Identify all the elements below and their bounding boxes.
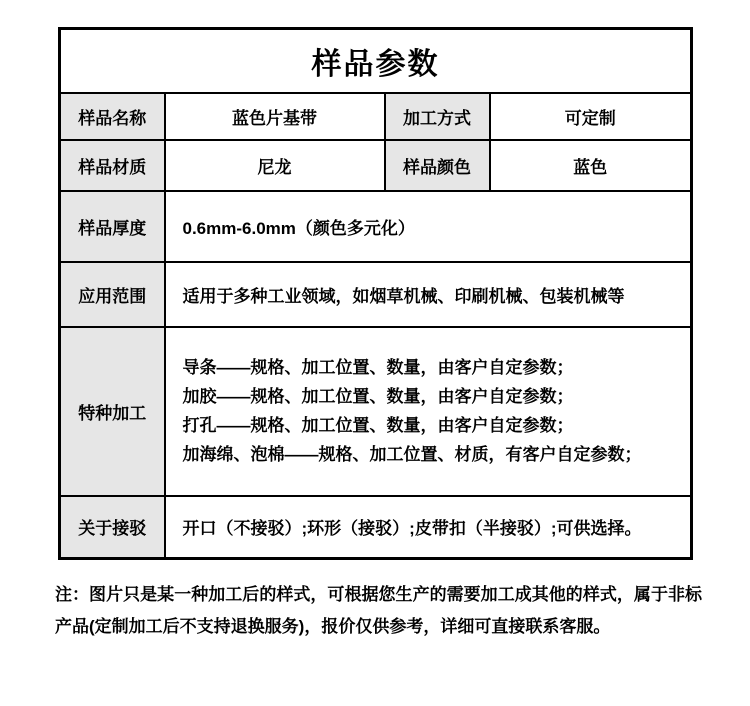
footer-note: 注：图片只是某一种加工后的样式，可根据您生产的需要加工成其他的样式，属于非标产品(定制加工后不支持退换服务)，报价仅供参考，详细可直接联系客服。 <box>55 585 702 636</box>
label-sample-thickness: 样品厚度 <box>60 191 165 262</box>
label-application-range: 应用范围 <box>60 262 165 327</box>
table-row-joint <box>60 496 692 559</box>
value-sample-thickness: 0.6mm-6.0mm（颜色多元化） <box>165 191 692 262</box>
special-processing-line: 打孔——规格、加工位置、数量，由客户自定参数； <box>182 416 574 435</box>
value-special-processing <box>165 327 692 496</box>
special-processing-line: 加海绵、泡棉——规格、加工位置、材质，有客户自定参数； <box>182 445 642 464</box>
table-row-thickness <box>60 191 692 262</box>
sample-parameters-table <box>58 27 693 560</box>
value-about-joint: 开口（不接驳）;环形（接驳）;皮带扣（半接驳）;可供选择。 <box>165 496 692 559</box>
value-sample-name: 蓝色片基带 <box>165 93 385 140</box>
table-row-material-color <box>60 140 692 191</box>
label-sample-color: 样品颜色 <box>385 140 490 191</box>
value-processing-method: 可定制 <box>490 93 692 140</box>
table-title: 样品参数 <box>60 29 692 93</box>
value-application-range: 适用于多种工业领域，如烟草机械、印刷机械、包装机械等 <box>165 262 692 327</box>
special-processing-line: 加胶——规格、加工位置、数量，由客户自定参数； <box>182 387 574 406</box>
table-title-row <box>60 29 692 93</box>
label-sample-material: 样品材质 <box>60 140 165 191</box>
label-special-processing: 特种加工 <box>60 327 165 496</box>
label-about-joint: 关于接驳 <box>60 496 165 559</box>
table-row-application <box>60 262 692 327</box>
value-sample-material: 尼龙 <box>165 140 385 191</box>
value-sample-color: 蓝色 <box>490 140 692 191</box>
table-row-special-processing <box>60 327 692 496</box>
special-processing-line: 导条——规格、加工位置、数量，由客户自定参数； <box>182 358 574 377</box>
label-sample-name: 样品名称 <box>60 93 165 140</box>
table-row-name-process <box>60 93 692 140</box>
label-processing-method: 加工方式 <box>385 93 490 140</box>
